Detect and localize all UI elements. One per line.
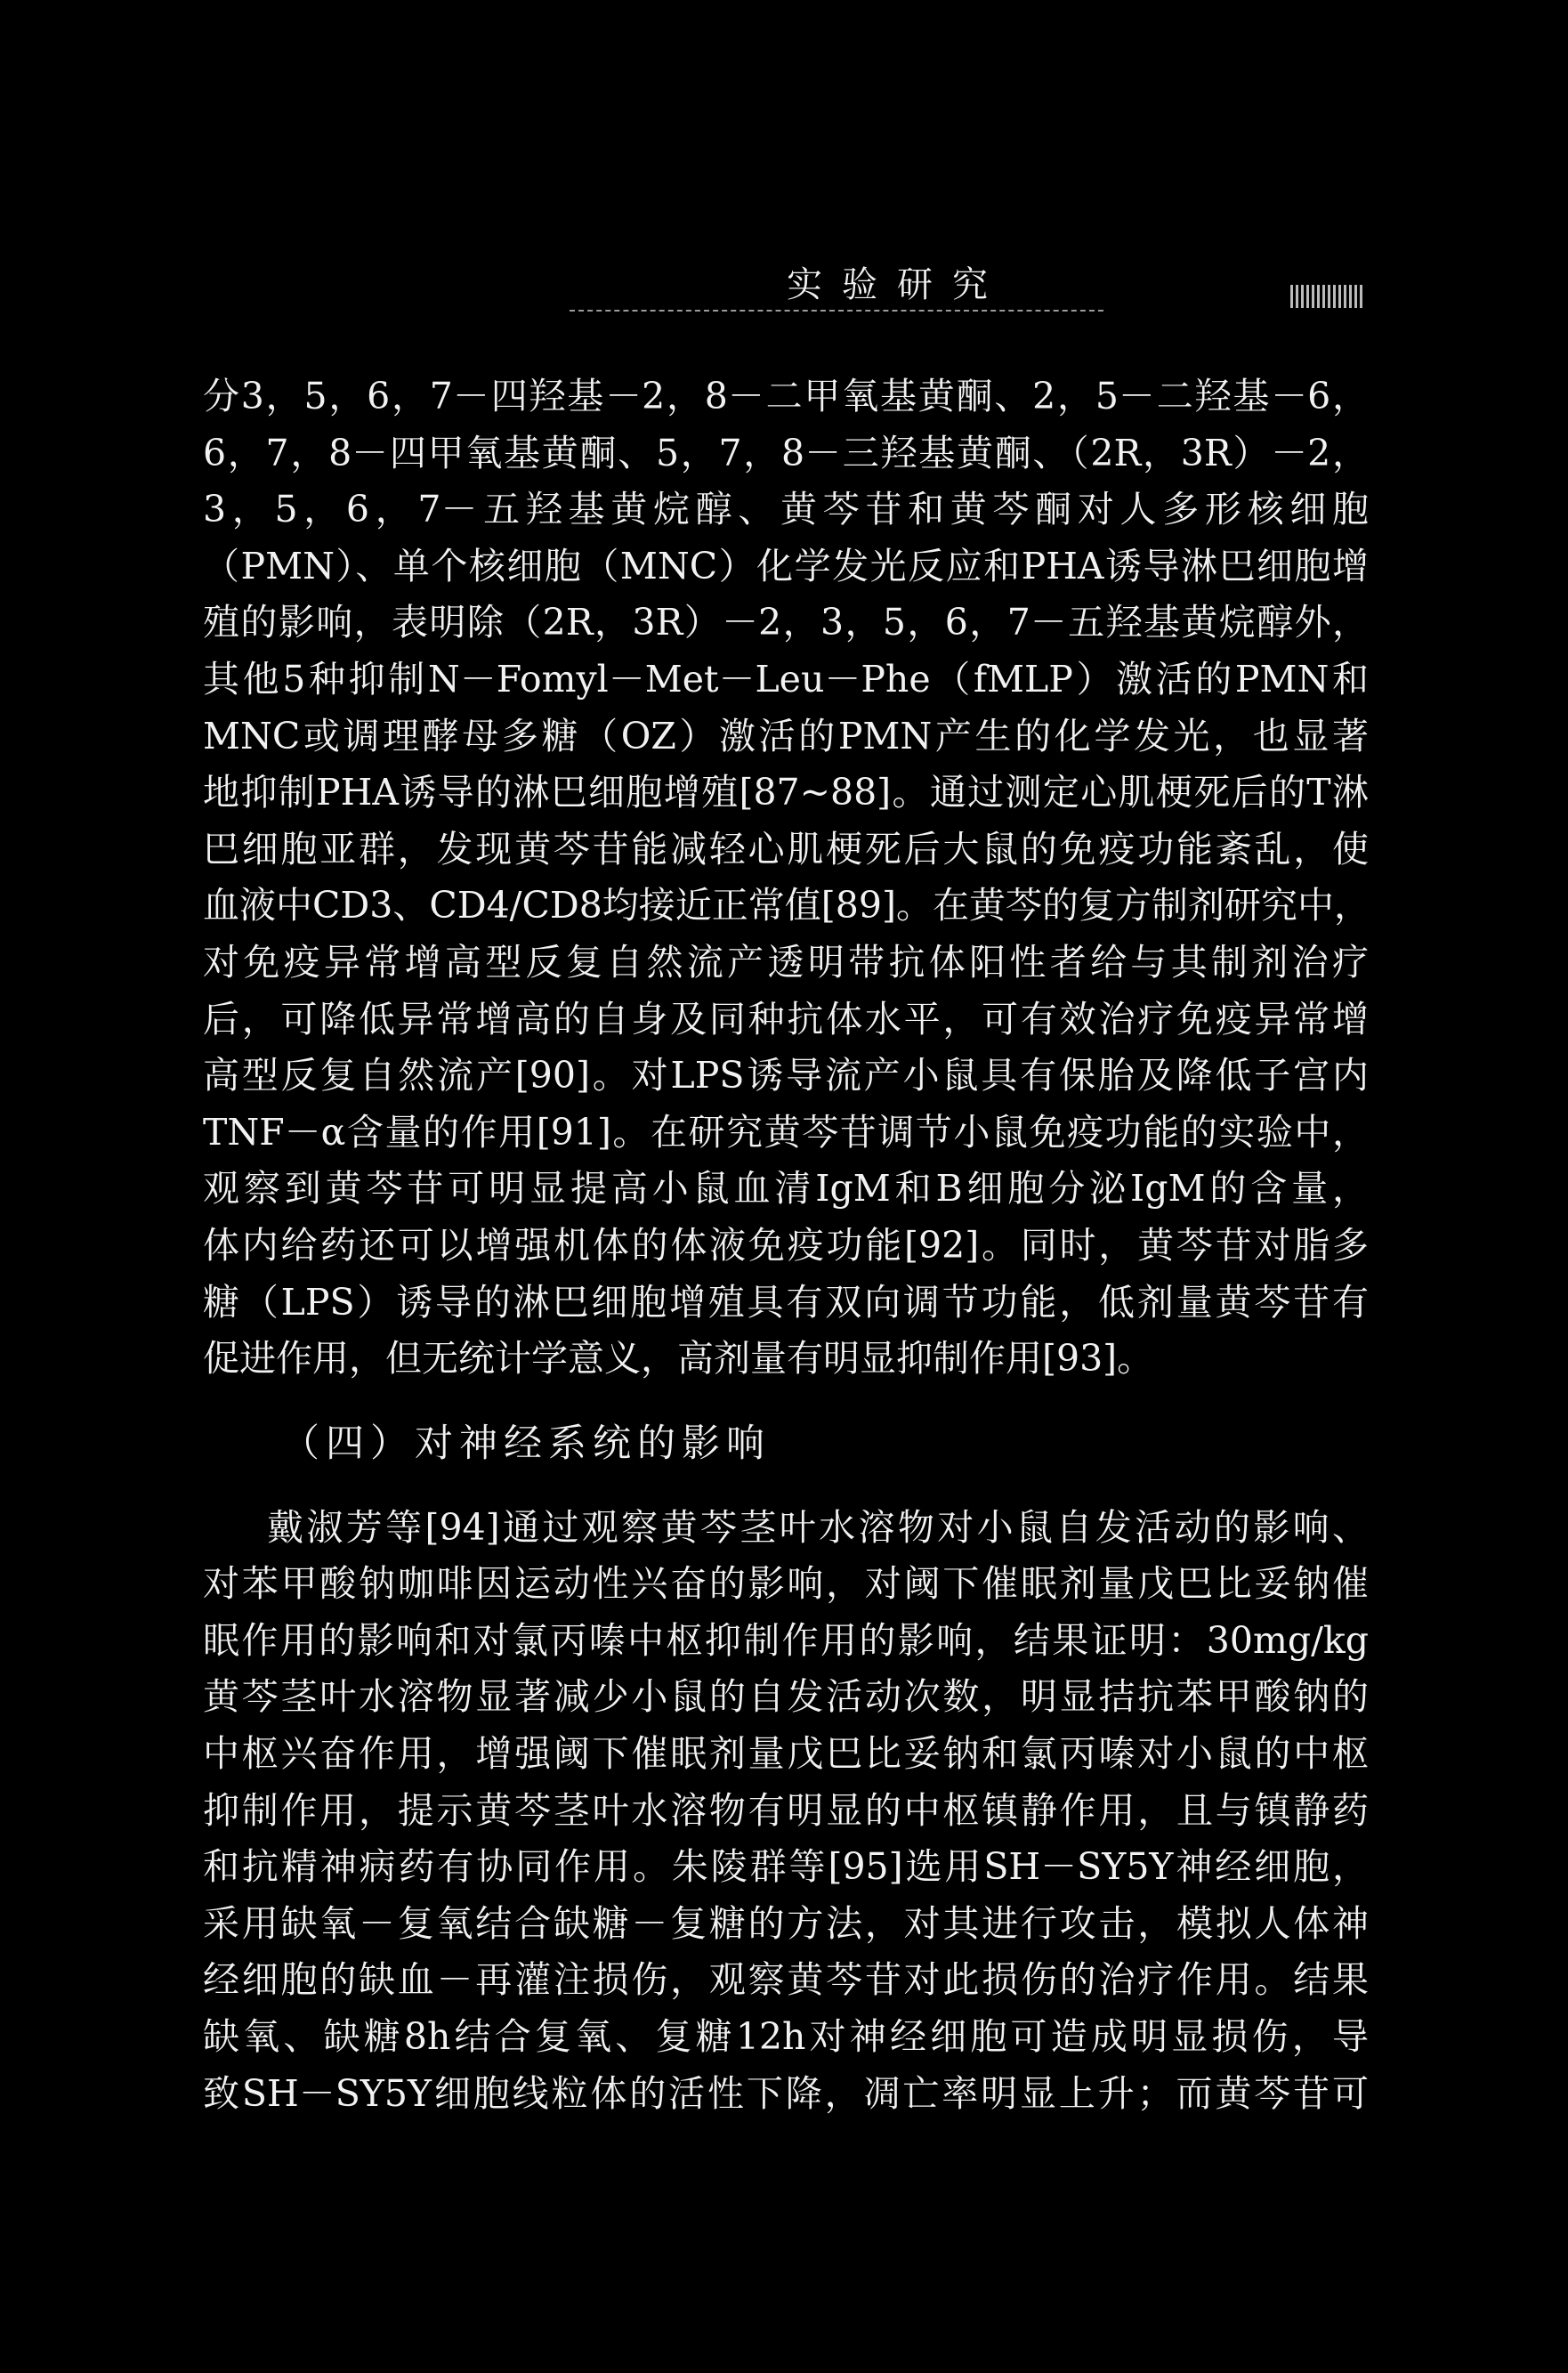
text-line: 观察到黄芩苷可明显提高小鼠血清IgM和B细胞分泌IgM的含量， [203, 1167, 1369, 1211]
text-line: 致SH－SY5Y细胞线粒体的活性下降，凋亡率明显上升；而黄芩苷可 [203, 2071, 1369, 2115]
text-line: 戴淑芳等[94]通过观察黄芩茎叶水溶物对小鼠自发活动的影响、 [267, 1505, 1369, 1549]
page-body [203, 369, 1369, 2122]
text-line: 血液中CD3、CD4/CD8均接近正常值[89]。在黄芩的复方制剂研究中， [203, 884, 1370, 927]
text-line: 和抗精神病药有协同作用。朱陵群等[95]选用SH－SY5Y神经细胞， [203, 1845, 1369, 1889]
text-line: 黄芩茎叶水溶物显著减少小鼠的自发活动次数，明显拮抗苯甲酸钠的 [203, 1675, 1369, 1719]
text-line: 对苯甲酸钠咖啡因运动性兴奋的影响，对阈下催眠剂量戊巴比妥钠催 [203, 1562, 1369, 1606]
text-line: TNF－α含量的作用[91]。在研究黄芩苷调节小鼠免疫功能的实验中， [203, 1110, 1369, 1154]
text-line: MNC或调理酵母多糖（OZ）激活的PMN产生的化学发光，也显著 [203, 714, 1369, 757]
text-line: 眠作用的影响和对氯丙嗪中枢抑制作用的影响，结果证明：30mg/kg [203, 1618, 1369, 1662]
running-header-title: 实验研究 [787, 264, 1007, 305]
text-line: （PMN）、单个核细胞（MNC）化学发光反应和PHA诱导淋巴细胞增 [203, 544, 1369, 587]
text-line: 对免疫异常增高型反复自然流产透明带抗体阳性者给与其制剂治疗 [203, 940, 1369, 984]
text-line: 糖（LPS）诱导的淋巴细胞增殖具有双向调节功能，低剂量黄芩苷有 [203, 1280, 1369, 1324]
text-line: 后，可降低异常增高的自身及同种抗体水平，可有效治疗免疫异常增 [203, 997, 1369, 1041]
header-rule [570, 310, 1103, 312]
text-line: 体内给药还可以增强机体的体液免疫功能[92]。同时，黄芩苷对脂多 [203, 1223, 1369, 1267]
corner-scan-mark [1290, 285, 1363, 308]
text-line: 3，5，6，7－五羟基黄烷醇、黄芩苷和黄芩酮对人多形核细胞 [203, 488, 1369, 531]
text-line: 促进作用，但无统计学意义，高剂量有明显抑制作用[93]。 [203, 1337, 1154, 1381]
section-heading: （四）对神经系统的影响 [281, 1421, 771, 1466]
text-line: 高型反复自然流产[90]。对LPS诱导流产小鼠具有保胎及降低子宫内 [203, 1054, 1369, 1097]
paragraph-nervous-system [203, 1500, 1369, 2123]
text-line: 巴细胞亚群，发现黄芩苷能减轻心肌梗死后大鼠的免疫功能紊乱，使 [203, 827, 1369, 871]
text-line: 中枢兴奋作用，增强阈下催眠剂量戊巴比妥钠和氯丙嗪对小鼠的中枢 [203, 1732, 1369, 1776]
text-line: 经细胞的缺血－再灌注损伤，观察黄芩苷对此损伤的治疗作用。结果 [203, 1958, 1369, 2002]
text-line: 抑制作用，提示黄芩茎叶水溶物有明显的中枢镇静作用，且与镇静药 [203, 1788, 1369, 1832]
text-line: 缺氧、缺糖8h结合复氧、复糖12h对神经细胞可造成明显损伤，导 [203, 2015, 1369, 2059]
text-line: 其他5种抑制N－Fomyl－Met－Leu－Phe（fMLP）激活的PMN和 [203, 657, 1369, 701]
text-line: 殖的影响，表明除（2R，3R）－2，3，5，6，7－五羟基黄烷醇外， [203, 601, 1369, 644]
text-line: 分3，5，6，7－四羟基－2，8－二甲氧基黄酮、2，5－二羟基－6， [203, 375, 1369, 417]
text-line: 采用缺氧－复氧结合缺糖－复糖的方法，对其进行攻击，模拟人体神 [203, 1901, 1369, 1945]
paragraph-immune [203, 369, 1369, 1388]
text-line: 6，7，8－四甲氧基黄酮、5，7，8－三羟基黄酮、（2R，3R）－2， [203, 431, 1369, 474]
text-line: 地抑制PHA诱导的淋巴细胞增殖[87~88]。通过测定心肌梗死后的T淋 [203, 771, 1369, 814]
